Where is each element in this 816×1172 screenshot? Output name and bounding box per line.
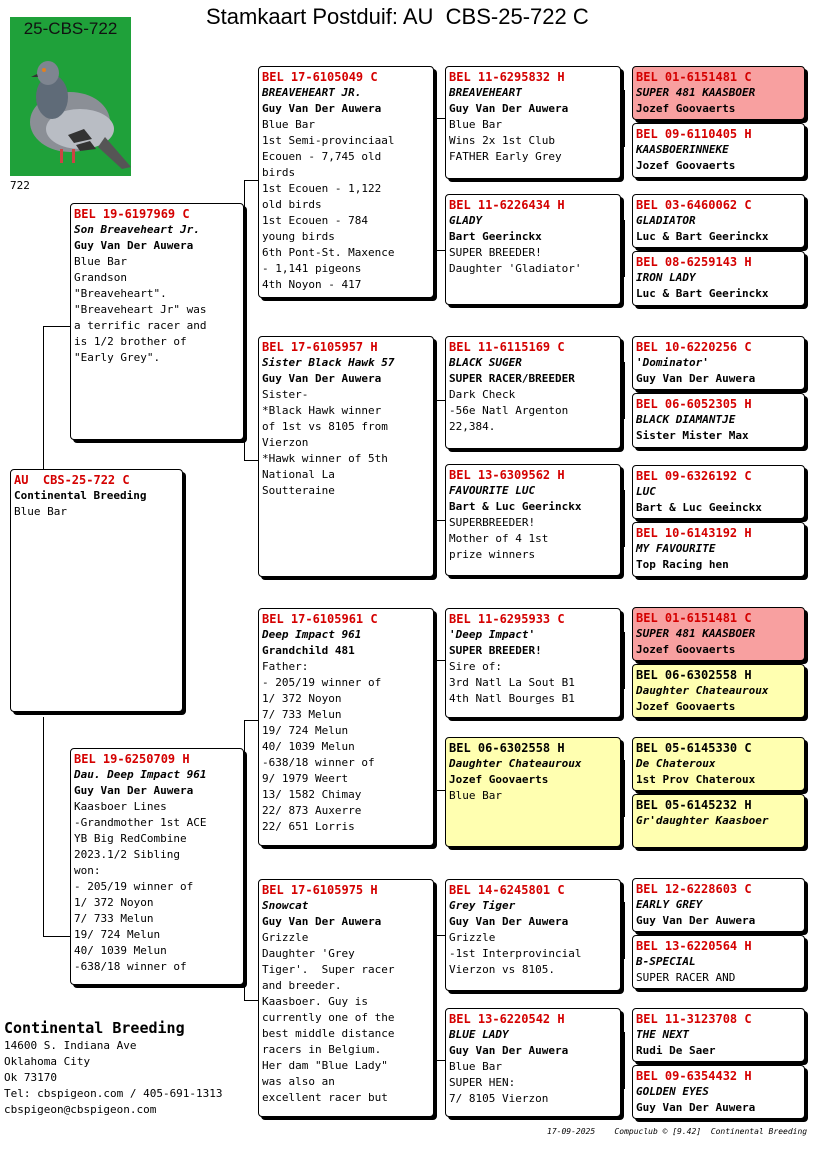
pedigree-card-ggp[interactable] <box>445 66 621 179</box>
pigeon-photo <box>10 17 131 176</box>
pedigree-card-gen4[interactable] <box>632 251 805 306</box>
ring-number: BEL 06-6302558 H <box>449 741 565 755</box>
pigeon-name: FAVOURITE LUC <box>449 484 536 497</box>
connector <box>244 1000 258 1001</box>
card-line: Tiger'. Super racer <box>262 963 395 976</box>
card-line: 22/ 651 Lorris <box>262 820 355 833</box>
ring-number: BEL 10-6143192 H <box>636 526 752 540</box>
ring-number: BEL 05-6145330 C <box>636 741 752 755</box>
pigeon-name: Dau. Deep Impact 961 <box>74 768 207 781</box>
card-line: -Grandmother 1st ACE <box>74 816 207 829</box>
owner-name: Luc & Bart Geerinckx <box>636 287 769 300</box>
card-line: Daughter 'Gladiator' <box>449 262 582 275</box>
card-line: -56e Natl Argenton <box>449 404 569 417</box>
pigeon-name: BLACK SUGER <box>449 356 522 369</box>
card-line: "Breaveheart". <box>74 287 167 300</box>
pedigree-card-gen4[interactable] <box>632 737 805 791</box>
pedigree-card-ggp[interactable] <box>445 464 621 576</box>
ring-number: BEL 19-6250709 H <box>74 752 190 766</box>
pigeon-name: Gr'daughter Kaasboer <box>636 814 769 827</box>
owner-name: Bart Geerinckx <box>449 230 542 243</box>
connector <box>244 460 258 461</box>
pigeon-name: Snowcat <box>262 899 309 912</box>
card-line: 9/ 1979 Weert <box>262 772 349 785</box>
card-line: 4th Natl Bourges B1 <box>449 692 575 705</box>
owner-name: SUPER BREEDER! <box>449 644 542 657</box>
card-line: birds <box>262 166 296 179</box>
owner-name: Guy Van Der Auwera <box>262 102 382 115</box>
card-line: Dark Check <box>449 388 516 401</box>
pigeon-name: MY FAVOURITE <box>636 542 716 555</box>
connector <box>436 250 445 251</box>
connector <box>244 180 258 181</box>
pedigree-card-subject[interactable] <box>10 469 183 712</box>
card-line: National La <box>262 468 335 481</box>
connector <box>43 717 44 937</box>
pigeon-name: SUPER 481 KAASBOER <box>636 86 756 99</box>
ring-number: BEL 13-6220542 H <box>449 1012 565 1026</box>
pigeon-name: IRON LADY <box>636 271 696 284</box>
pedigree-card-gen4[interactable] <box>632 794 805 848</box>
pedigree-card-ggp[interactable] <box>445 879 621 991</box>
pedigree-card-gen4[interactable] <box>632 1008 805 1062</box>
card-line: Daughter 'Grey <box>262 947 355 960</box>
ring-number: BEL 19-6197969 C <box>74 207 190 221</box>
connector <box>436 660 437 790</box>
owner-name: Jozef Goovaerts <box>636 102 736 115</box>
pedigree-card-ggp[interactable] <box>445 1008 621 1117</box>
pedigree-card-ggp[interactable] <box>445 336 621 449</box>
card-line: 3rd Natl La Sout B1 <box>449 676 575 689</box>
connector <box>624 902 625 959</box>
connector <box>244 180 245 460</box>
owner-name: Guy Van Der Auwera <box>636 914 756 927</box>
card-line: 7/ 8105 Vierzon <box>449 1092 549 1105</box>
pigeon-name: Sister Black Hawk 57 <box>262 356 395 369</box>
ring-number: BEL 13-6309562 H <box>449 468 565 482</box>
card-line: young birds <box>262 230 335 243</box>
pedigree-card-gen4[interactable] <box>632 123 805 178</box>
card-line: is 1/2 brother of <box>74 335 187 348</box>
owner-name: Top Racing hen <box>636 558 729 571</box>
pigeon-name: LUC <box>636 485 656 498</box>
ring-number: BEL 17-6105961 C <box>262 612 378 626</box>
pedigree-card-gen4[interactable] <box>632 336 805 390</box>
owner-name: Grandchild 481 <box>262 644 355 657</box>
pigeon-name: Grey Tiger <box>449 899 516 912</box>
ring-number: BEL 13-6220564 H <box>636 939 752 953</box>
pedigree-card-sire[interactable] <box>70 203 244 440</box>
card-line: 19/ 724 Melun <box>74 928 161 941</box>
pigeon-name: BLACK DIAMANTJE <box>636 413 736 426</box>
connector <box>624 760 625 817</box>
card-line: Blue Bar <box>14 505 67 518</box>
card-line: -638/18 winner of <box>74 960 187 973</box>
card-line: 1st Ecouen - 1,122 <box>262 182 382 195</box>
owner-name: Rudi De Saer <box>636 1044 716 1057</box>
card-line: excellent racer but <box>262 1091 388 1104</box>
card-line: 40/ 1039 Melun <box>262 740 355 753</box>
card-line: Blue Bar <box>449 1060 502 1073</box>
ring-number: BEL 10-6220256 C <box>636 340 752 354</box>
connector <box>436 660 445 661</box>
card-line: SUPER HEN: <box>449 1076 516 1089</box>
pedigree-card-gen4[interactable] <box>632 194 805 248</box>
connector <box>436 1060 445 1061</box>
card-line: Sister- <box>262 388 309 401</box>
ring-number: BEL 11-6295933 C <box>449 612 565 626</box>
ring-number: BEL 17-6105049 C <box>262 70 378 84</box>
card-line: FATHER Early Grey <box>449 150 562 163</box>
breeder-name: Continental Breeding <box>4 1019 185 1037</box>
ring-number: BEL 12-6228603 C <box>636 882 752 896</box>
pigeon-name: GLADY <box>449 214 483 227</box>
card-line: - 1,141 pigeons <box>262 262 362 275</box>
pigeon-name: Daughter Chateauroux <box>449 757 582 770</box>
pigeon-name: GLADIATOR <box>636 214 696 227</box>
card-line: racers in Belgium. <box>262 1043 382 1056</box>
connector <box>43 326 70 327</box>
pigeon-name: 'Deep Impact' <box>449 628 536 641</box>
ring-number: BEL 09-6354432 H <box>636 1069 752 1083</box>
ring-number: BEL 05-6145232 H <box>636 798 752 812</box>
ring-number: BEL 11-3123708 C <box>636 1012 752 1026</box>
card-line: 40/ 1039 Melun <box>74 944 167 957</box>
owner-name: Guy Van Der Auwera <box>262 915 382 928</box>
pigeon-name: EARLY GREY <box>636 898 703 911</box>
pedigree-card-gp[interactable] <box>258 608 434 846</box>
card-line: and breeder. <box>262 979 342 992</box>
card-line: Kaasboer Lines <box>74 800 167 813</box>
connector <box>624 632 625 689</box>
ring-number: BEL 06-6302558 H <box>636 668 752 682</box>
photo-ring-label: 25-CBS-722 <box>23 19 118 38</box>
connector <box>436 520 445 521</box>
card-line: *Black Hawk winner <box>262 404 382 417</box>
ring-number: BEL 11-6295832 H <box>449 70 565 84</box>
card-line: Father: <box>262 660 309 673</box>
ring-number: BEL 01-6151481 C <box>636 611 752 625</box>
owner-name: Luc & Bart Geerinckx <box>636 230 769 243</box>
ring-number: AU CBS-25-722 C <box>14 473 130 487</box>
card-line: 7/ 733 Melun <box>262 708 342 721</box>
card-line: - 205/19 winner of <box>262 676 382 689</box>
card-line: 6th Pont-St. Maxence <box>262 246 395 259</box>
connector <box>436 400 445 401</box>
photo-caption: 722 <box>10 179 30 192</box>
address-line: Ok 73170 <box>4 1071 57 1084</box>
owner-name: Guy Van Der Auwera <box>449 1044 569 1057</box>
pigeon-name: BREAVEHEART <box>449 86 522 99</box>
pigeon-name: GOLDEN EYES <box>636 1085 709 1098</box>
connector <box>624 1032 625 1089</box>
card-line: Blue Bar <box>449 789 502 802</box>
card-line: 22,384. <box>449 420 496 433</box>
owner-name: Bart & Luc Geeinckx <box>636 501 762 514</box>
pedigree-card-gen4[interactable] <box>632 607 805 661</box>
card-line: Wins 2x 1st Club <box>449 134 555 147</box>
pedigree-card-gen4[interactable] <box>632 66 805 120</box>
connector <box>436 118 445 119</box>
pedigree-card-ggp[interactable] <box>445 194 621 305</box>
ring-number: BEL 11-6115169 C <box>449 340 565 354</box>
connector <box>436 118 437 250</box>
pedigree-card-ggp[interactable] <box>445 737 621 847</box>
card-line: a terrific racer and <box>74 319 207 332</box>
card-line: 1/ 372 Noyon <box>262 692 342 705</box>
card-line: currently one of the <box>262 1011 395 1024</box>
owner-name: Guy Van Der Auwera <box>449 102 569 115</box>
ring-number: BEL 08-6259143 H <box>636 255 752 269</box>
owner-name: Jozef Goovaerts <box>636 159 736 172</box>
connector <box>43 936 70 937</box>
pedigree-card-gen4[interactable] <box>632 465 805 519</box>
owner-name: Guy Van Der Auwera <box>74 784 194 797</box>
card-line: Blue Bar <box>449 118 502 131</box>
connector <box>436 935 445 936</box>
card-line: 1st Semi-provinciaal <box>262 134 395 147</box>
pigeon-name: BREAVEHEART JR. <box>262 86 362 99</box>
owner-name: Guy Van Der Auwera <box>262 372 382 385</box>
address-line: Oklahoma City <box>4 1055 91 1068</box>
card-line: -638/18 winner of <box>262 756 375 769</box>
card-line: Grizzle <box>449 931 496 944</box>
card-line: *Hawk winner of 5th <box>262 452 388 465</box>
card-line: -1st Interprovincial <box>449 947 582 960</box>
card-line: Soutteraine <box>262 484 335 497</box>
ring-number: BEL 03-6460062 C <box>636 198 752 212</box>
card-line: Continental Breeding <box>14 489 147 502</box>
owner-name: Guy Van Der Auwera <box>74 239 194 252</box>
card-line: 19/ 724 Melun <box>262 724 349 737</box>
pigeon-name: 'Dominator' <box>636 356 709 369</box>
card-line: SUPERBREEDER! <box>449 516 536 529</box>
connector <box>244 720 245 1000</box>
card-line: 4th Noyon - 417 <box>262 278 362 291</box>
card-line: best middle distance <box>262 1027 395 1040</box>
owner-name: Guy Van Der Auwera <box>636 372 756 385</box>
ring-number: BEL 17-6105957 H <box>262 340 378 354</box>
connector <box>624 220 625 277</box>
pedigree-card-gen4[interactable] <box>632 393 805 448</box>
pigeon-name: KAASBOERINNEKE <box>636 143 729 156</box>
ring-number: BEL 09-6110405 H <box>636 127 752 141</box>
pedigree-card-gen4[interactable] <box>632 935 805 989</box>
card-line: Blue Bar <box>262 118 315 131</box>
address-line: 14600 S. Indiana Ave <box>4 1039 137 1052</box>
pedigree-card-gen4[interactable] <box>632 664 805 718</box>
owner-name: Jozef Goovaerts <box>636 643 736 656</box>
pedigree-card-gen4[interactable] <box>632 1065 805 1119</box>
card-line: won: <box>74 864 101 877</box>
connector <box>624 362 625 419</box>
card-line: of 1st vs 8105 from <box>262 420 388 433</box>
card-line: Grizzle <box>262 931 309 944</box>
card-line: Sire of: <box>449 660 502 673</box>
pigeon-name: B-SPECIAL <box>636 955 696 968</box>
pedigree-card-gen4[interactable] <box>632 522 805 577</box>
pigeon-icon <box>10 17 131 176</box>
card-line: Her dam "Blue Lady" <box>262 1059 388 1072</box>
card-line: YB Big RedCombine <box>74 832 187 845</box>
owner-name: SUPER RACER AND <box>636 971 736 984</box>
ring-number: BEL 17-6105975 H <box>262 883 378 897</box>
card-line: 7/ 733 Melun <box>74 912 154 925</box>
pedigree-card-gp[interactable] <box>258 66 434 298</box>
pigeon-name: THE NEXT <box>636 1028 689 1041</box>
card-line: Vierzon vs 8105. <box>449 963 555 976</box>
connector <box>244 720 258 721</box>
card-line: Ecouen - 7,745 old <box>262 150 382 163</box>
ring-number: BEL 01-6151481 C <box>636 70 752 84</box>
connector <box>436 400 437 520</box>
connector <box>436 935 437 1060</box>
card-line: SUPER BREEDER! <box>449 246 542 259</box>
owner-name: Guy Van Der Auwera <box>636 1101 756 1114</box>
connector <box>624 490 625 547</box>
pedigree-card-gen4[interactable] <box>632 878 805 932</box>
card-line: prize winners <box>449 548 536 561</box>
pigeon-name: Daughter Chateauroux <box>636 684 769 697</box>
connector <box>624 90 625 147</box>
card-line: 13/ 1582 Chimay <box>262 788 362 801</box>
card-line: 22/ 873 Auxerre <box>262 804 362 817</box>
card-line: 1/ 372 Noyon <box>74 896 154 909</box>
owner-name: Sister Mister Max <box>636 429 749 442</box>
ring-number: BEL 11-6226434 H <box>449 198 565 212</box>
telephone: Tel: cbspigeon.com / 405-691-1313 <box>4 1087 223 1100</box>
card-line: Mother of 4 1st <box>449 532 549 545</box>
pedigree-card-ggp[interactable] <box>445 608 621 718</box>
connector <box>436 790 445 791</box>
owner-name: Guy Van Der Auwera <box>449 915 569 928</box>
email: cbspigeon@cbspigeon.com <box>4 1103 157 1116</box>
card-line: "Breaveheart Jr" was <box>74 303 207 316</box>
owner-name: Jozef Goovaerts <box>636 700 736 713</box>
card-line: "Early Grey". <box>74 351 161 364</box>
owner-name: Bart & Luc Geerinckx <box>449 500 582 513</box>
page-title: Stamkaart Postduif: AU CBS-25-722 C <box>206 4 589 29</box>
card-line: 2023.1/2 Sibling <box>74 848 180 861</box>
ring-number: BEL 14-6245801 C <box>449 883 565 897</box>
pigeon-name: De Chateroux <box>636 757 716 770</box>
pigeon-name: SUPER 481 KAASBOER <box>636 627 756 640</box>
card-line: Kaasboer. Guy is <box>262 995 368 1008</box>
card-line: 1st Ecouen - 784 <box>262 214 368 227</box>
owner-name: Jozef Goovaerts <box>449 773 549 786</box>
ring-number: BEL 06-6052305 H <box>636 397 752 411</box>
owner-name: SUPER RACER/BREEDER <box>449 372 575 385</box>
connector <box>43 326 44 469</box>
card-line: - 205/19 winner of <box>74 880 194 893</box>
card-line: Blue Bar <box>74 255 127 268</box>
pedigree-card-dam[interactable] <box>70 748 244 985</box>
card-line: old birds <box>262 198 322 211</box>
pigeon-name: Son Breaveheart Jr. <box>74 223 200 236</box>
card-line: Grandson <box>74 271 127 284</box>
pigeon-name: BLUE LADY <box>449 1028 509 1041</box>
pigeon-name: Deep Impact 961 <box>262 628 362 641</box>
pedigree-card-gp[interactable] <box>258 879 434 1117</box>
ring-number: BEL 09-6326192 C <box>636 469 752 483</box>
card-line: was also an <box>262 1075 335 1088</box>
card-line: Vierzon <box>262 436 309 449</box>
footer-info: 17-09-2025 Compuclub © [9.42] Continental Breeding <box>547 1127 808 1136</box>
breeder-contact <box>4 1018 223 1118</box>
pedigree-card-gp[interactable] <box>258 336 434 577</box>
owner-name: 1st Prov Chateroux <box>636 773 756 786</box>
